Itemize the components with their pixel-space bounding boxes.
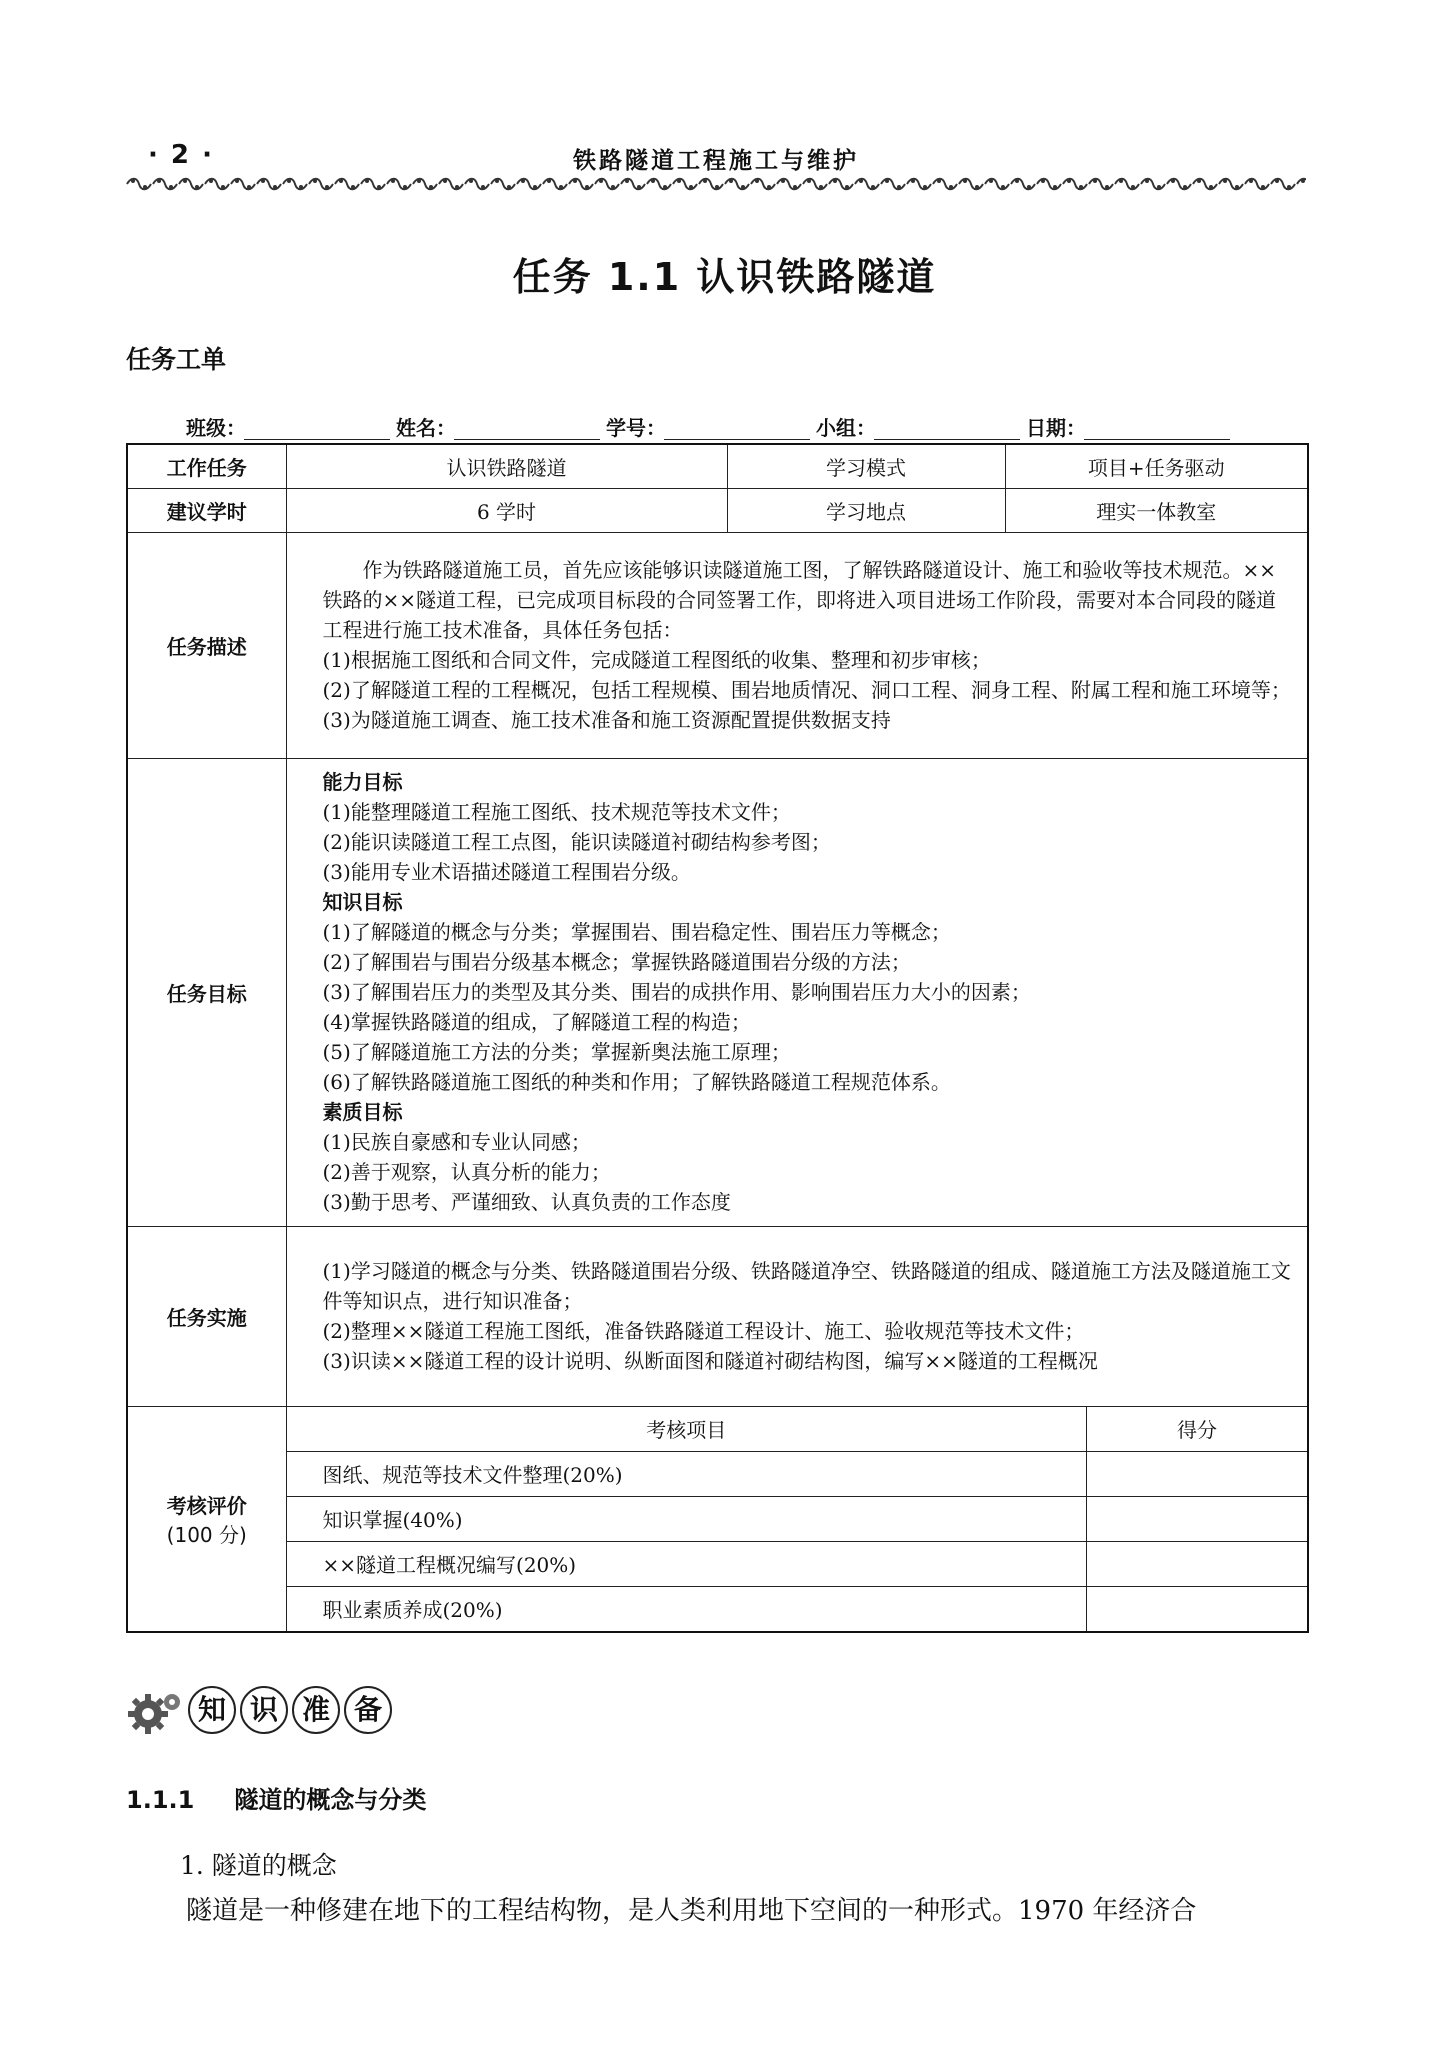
student-info-row [186,412,1246,442]
cell-mode-label: 学习模式 [727,444,1005,488]
date-blank[interactable] [1084,439,1230,440]
cell-description-label: 任务描述 [127,532,286,758]
page-number: · 2 · [148,140,214,170]
assessment-item: 职业素质养成(20%) [287,1586,1087,1631]
cell-task-value: 认识铁路隧道 [286,444,727,488]
cell-hours-value: 6 学时 [286,488,727,532]
quality-item: (3)勤于思考、严谨细致、认真负责的工作态度 [322,1190,731,1214]
score-cell[interactable] [1087,1541,1308,1586]
assessment-item: 知识掌握(40%) [287,1496,1087,1541]
table-row [287,1586,1308,1631]
assessment-total: (100 分) [166,1522,247,1547]
table-row [287,1451,1308,1496]
cell-hours-label: 建议学时 [127,488,286,532]
cell-location-label: 学习地点 [727,488,1005,532]
group-blank[interactable] [874,439,1020,440]
quality-item: (2)善于观察，认真分析的能力； [322,1160,611,1184]
gear-icon [126,1690,186,1734]
implementation-item: (1)学习隧道的概念与分类、铁路隧道围岩分级、铁路隧道净空、铁路隧道的组成、隧道施工方法及隧道施工文件等知识点，进行知识准备； [322,1259,1291,1313]
description-item: (2)了解隧道工程的工程概况，包括工程规模、围岩地质情况、洞口工程、洞身工程、附属工程和施工环境等； [322,678,1291,702]
score-cell[interactable] [1087,1451,1308,1496]
knowledge-item: (4)掌握铁路隧道的组成，了解隧道工程的构造； [322,1010,751,1034]
description-item: (1)根据施工图纸和合同文件，完成隧道工程图纸的收集、整理和初步审核； [322,648,991,672]
ability-item: (2)能识读隧道工程工点图，能识读隧道衬砌结构参考图； [322,830,831,854]
ability-item: (1)能整理隧道工程施工图纸、技术规范等技术文件； [322,800,791,824]
cell-objectives-label: 任务目标 [127,758,286,1226]
id-label: 学号： [606,416,666,440]
score-cell[interactable] [1087,1586,1308,1631]
class-label: 班级： [186,416,246,440]
table-row [127,1406,1308,1632]
task-title: 任务 1.1 认识铁路隧道 [512,255,937,299]
section-heading [126,1780,426,1815]
knowledge-item: (2)了解围岩与围岩分级基本概念；掌握铁路隧道围岩分级的方法； [322,950,911,974]
table-row [127,1226,1308,1406]
assessment-cell [286,1406,1308,1632]
date-label: 日期： [1026,416,1086,440]
col-score: 得分 [1087,1407,1308,1452]
table-row [127,758,1308,1226]
header-ornament [126,176,1306,192]
task-description [286,532,1308,758]
knowledge-title: 知识目标 [322,890,403,914]
assessment-item: ××隧道工程概况编写(20%) [287,1541,1087,1586]
cell-task-label: 工作任务 [127,444,286,488]
table-row [287,1496,1308,1541]
knowledge-prep-char: 备 [344,1686,392,1734]
knowledge-item: (1)了解隧道的概念与分类；掌握围岩、围岩稳定性、围岩压力等概念； [322,920,951,944]
subsection-heading: 1. 隧道的概念 [180,1851,337,1880]
cell-implementation-label: 任务实施 [127,1226,286,1406]
assessment-item: 图纸、规范等技术文件整理(20%) [287,1451,1087,1496]
knowledge-prep-banner [126,1682,426,1738]
ability-title: 能力目标 [322,770,403,794]
body-paragraph: 隧道是一种修建在地下的工程结构物，是人类利用地下空间的一种形式。1970 年经济合 [186,1896,1197,1926]
knowledge-item: (3)了解围岩压力的类型及其分类、围岩的成拱作用、影响围岩压力大小的因素； [322,980,1031,1004]
section-title: 隧道的概念与分类 [234,1786,427,1814]
col-assessment-item: 考核项目 [287,1407,1087,1452]
worksheet-heading: 任务工单 [126,345,227,374]
task-objectives [286,758,1308,1226]
assessment-label: 考核评价 [166,1493,247,1518]
name-label: 姓名： [396,416,456,440]
cell-location-value: 理实一体教室 [1005,488,1308,532]
knowledge-item: (6)了解铁路隧道施工图纸的种类和作用；了解铁路隧道工程规范体系。 [322,1070,951,1094]
task-implementation [286,1226,1308,1406]
section-number: 1.1.1 [126,1786,195,1814]
knowledge-prep-char: 知 [188,1686,236,1734]
implementation-item: (3)识读××隧道工程的设计说明、纵断面图和隧道衬砌结构图，编写××隧道的工程概况 [322,1349,1098,1373]
knowledge-prep-char: 准 [292,1686,340,1734]
table-row [127,444,1308,488]
name-blank[interactable] [454,439,600,440]
book-title: 铁路隧道工程施工与维护 [573,148,859,174]
knowledge-item: (5)了解隧道施工方法的分类；掌握新奥法施工原理； [322,1040,791,1064]
description-paragraph: 作为铁路隧道施工员，首先应该能够识读隧道施工图，了解铁路隧道设计、施工和验收等技术规范。××铁路的××隧道工程，已完成项目标段的合同签署工作，即将进入项目进场工作阶段，需要对本合同段的隧道工程进行施工技术准备，具体任务包括： [322,558,1277,642]
quality-item: (1)民族自豪感和专业认同感； [322,1130,591,1154]
cell-assessment-label [127,1406,286,1632]
implementation-item: (2)整理××隧道工程施工图纸，准备铁路隧道工程设计、施工、验收规范等技术文件； [322,1319,1085,1343]
description-item: (3)为隧道施工调查、施工技术准备和施工资源配置提供数据支持 [322,708,891,732]
group-label: 小组： [816,416,876,440]
running-header [126,140,1306,174]
quality-title: 素质目标 [322,1100,403,1124]
worksheet-table [126,443,1309,1633]
assessment-table [287,1407,1308,1631]
table-row [127,488,1308,532]
score-cell[interactable] [1087,1496,1308,1541]
table-row [287,1407,1308,1452]
class-blank[interactable] [244,439,390,440]
table-row [287,1541,1308,1586]
id-blank[interactable] [664,439,810,440]
cell-mode-value: 项目+任务驱动 [1005,444,1308,488]
table-row [127,532,1308,758]
knowledge-prep-char: 识 [240,1686,288,1734]
ability-item: (3)能用专业术语描述隧道工程围岩分级。 [322,860,691,884]
